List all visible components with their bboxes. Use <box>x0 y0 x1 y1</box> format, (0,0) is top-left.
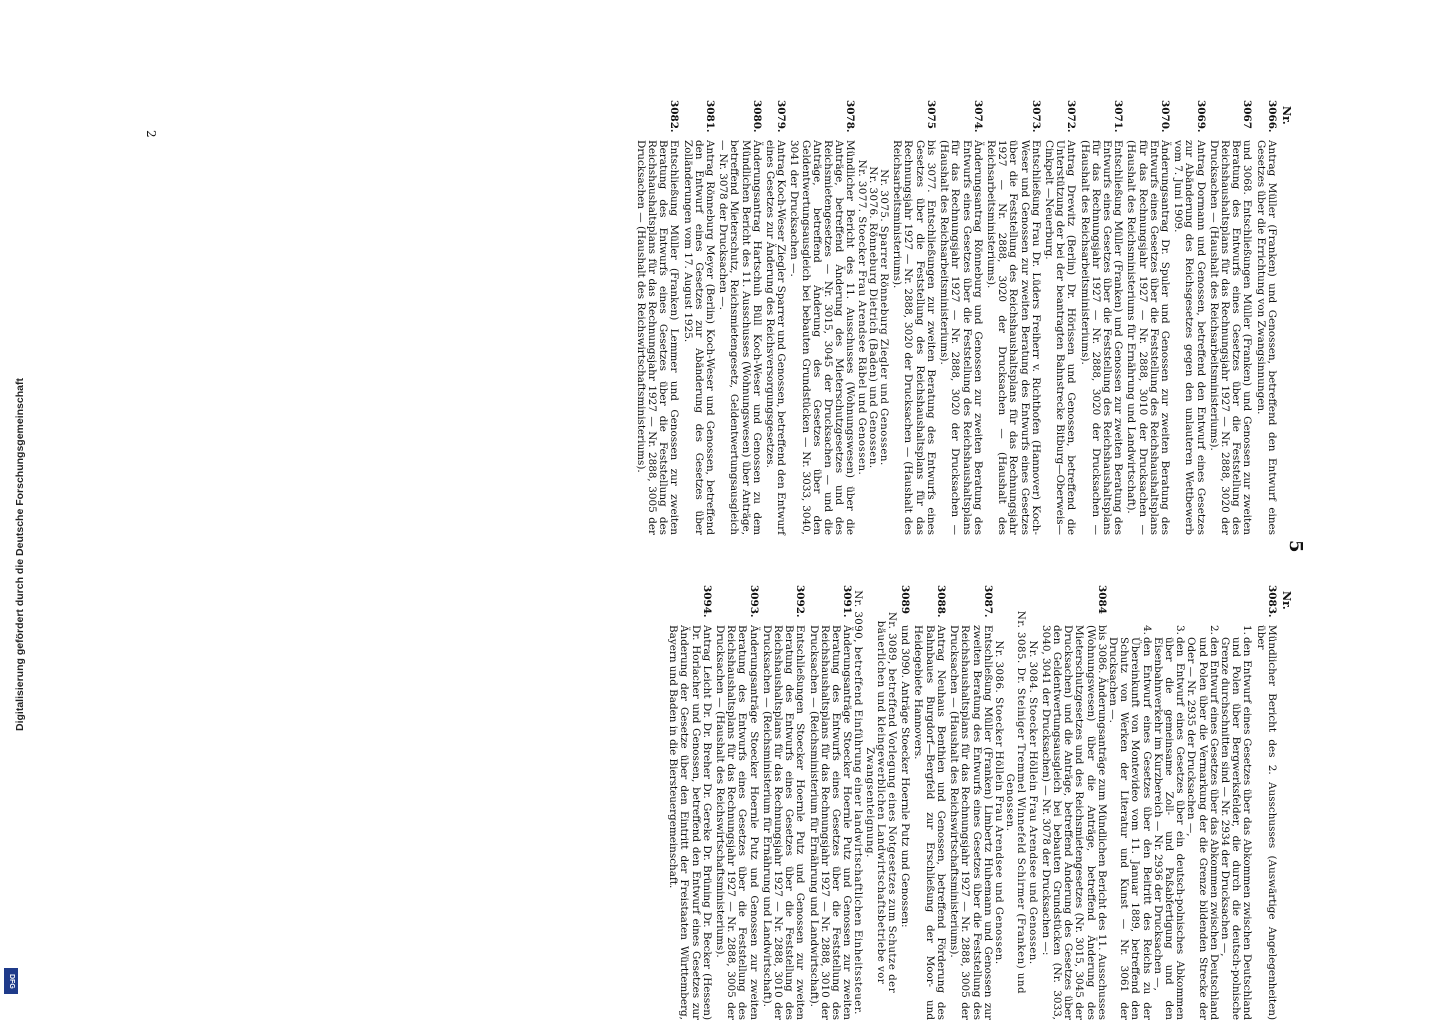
entry-text: und 3090. Anträge Stoecker Hoernle Putz und Genossen: <box>899 625 912 928</box>
entry-text: Antrag Müller (Franken) und Genossen, betreffend den Entwurf eines Gesetzes über die Errichtung von Zwangsinnungen. <box>1254 140 1278 535</box>
entry-text: Antrag Neuhaus Benthien und Genossen, betreffend Förderung des Bahnbaues Burgdorf—Bergfeld zur Erschließung der Moor- und Heidegebiete Hannovers. <box>912 625 947 1020</box>
left-column-header: Nr. <box>1280 106 1293 125</box>
entry-text: Entschließung Frau Dr. Lüders Freiherr v. Richthofen (Hannover) Koch-Weser und Genossen zur zweiten Beratung des Entwurfs eines Gesetzes über die Feststellung des Reichshaushaltsplans für das Rechnungsjahr 1927 — Nr. 2888, 3020 der Drucksachen — (Haushalt des Reichsarbeitsministeriums). <box>984 140 1042 535</box>
entry-text: Änderungsanträge Stoecker Hoernle Putz und Genossen zur zweiten Beratung des Entwurfs eines Gesetzes über die Feststellung des Reichshaushaltsplans für das Rechnungsjahr 1927 — Nr. 2888, 3010 der Drucksachen — (Reichsministerium für Ernährung und Landwirtschaft). <box>807 625 854 1020</box>
document-entry <box>985 100 1041 535</box>
document-entry <box>635 100 680 535</box>
entry-number: 3084 <box>1095 585 1108 614</box>
document-entry <box>788 100 855 535</box>
right-sub-lines <box>993 585 1038 1020</box>
entry-number: 3081. <box>704 100 717 133</box>
right-entries-3 <box>899 585 993 1020</box>
right-entries-2 <box>1040 585 1107 1020</box>
right-list <box>1107 585 1253 1020</box>
sub-line: Nr. 3075. Sparrer Rönneburg Ziegler und Genossen. <box>878 169 890 466</box>
entry-text: Antrag Koch-Weser Ziegler Sparrer und Genossen, betreffend den Entwurf eines Gesetzes zur Änderung des Reichsversorgungsgesetzes. <box>764 140 788 535</box>
entry-text: Mündlicher Bericht des 11. Ausschusses (Wohnungswesen) über die Anträge, betreffend Änderung des Mieterschutzgesetzes und des Reichsmietengesetzes — Nr. 3015, 3045 der Drucksachen — und die Anträge, betreffend Änderung des Gesetzes über den Geldentwertungsausgleich bei bebauten Grundstücken — Nr. 3033, 3040, 3041 der Drucksachen —. <box>788 140 857 535</box>
entry-number: 3089 <box>899 585 912 614</box>
right-column-header: Nr. <box>1280 591 1293 610</box>
list-item-number: 2. <box>1207 625 1220 635</box>
entry-text: Änderungsantrag Rönneburg und Genossen zur zweiten Beratung des Entwurfs eines Gesetzes über die Feststellung des Reichshaushaltsplans für das Rechnungsjahr 1927 — Nr. 2888, 3020 der Drucksachen — (Haushalt des Reichsarbeitsministeriums). <box>938 140 984 535</box>
document-entry <box>912 585 946 1020</box>
document-page <box>120 100 1306 1020</box>
entry-number: 3082. <box>668 100 681 133</box>
entry-text: Antrag Drewitz (Berlin) Dr. Hörissen und Genossen, betreffend die Unterstützung der bei der beantragten Bahnstrecke Bitburg—Oberweis—Cinkpelt —Neuerburg. <box>1042 140 1078 535</box>
document-entry <box>899 585 910 1020</box>
sub-line: Nr. 3089, betreffend Vorlegung eines Notgesetzes zum Schutze der bäuerlichen und kleingewerblichen Landwirtschaftsbetriebe vor Zwangsenteignung. <box>863 611 898 994</box>
sub-line: Nr. 3085. Dr. Steiniger Tremmel Winnefeld Schirmer (Franken) und Genossen. <box>1004 610 1027 995</box>
list-item-text: den Entwurf eines Gesetzes über das Abkommen zwischen Deutschland und Polen über die Vermarkung der die Grenze bildenden Strecke der Oder — Nr. 2935 der Drucksachen —, <box>1185 637 1220 1020</box>
list-item-number: 1. <box>1241 625 1254 635</box>
right-entries <box>1254 585 1276 1020</box>
right-entries-4 <box>667 585 852 1020</box>
entry-text: bis 3086. Änderungsanträge zum Mündlichen Bericht des 11. Ausschusses (Wohnungswesen) über die Anträge, betreffend Änderung des Mieterschutzgesetzes und des Reichsmietengesetzes (Nr. 3015, 3045 der Drucksachen) und die Anträge, betreffend Änderung des Gesetzes über den Geldentwertungsausgleich bei bebauten Grundstücken (Nr. 3033, 3040, 3041 der Drucksachen) — Nr. 3078 der Drucksachen —: <box>1039 625 1108 1020</box>
entry-text: Antrag Dormann und Genossen, betreffend den Entwurf eines Gesetzes zur Abänderung des Reichsgesetzes gegen den unlauteren Wettbewerb vom 7. Juni 1909. <box>1172 140 1207 535</box>
sub-line: Nr. 3084. Stoecker Höllein Frau Arendsee und Genossen. <box>1026 640 1038 965</box>
dfg-logo: DFG <box>4 968 18 994</box>
entry-number: 3069. <box>1194 100 1207 133</box>
entry-number: 3067 <box>1241 100 1254 129</box>
entry-text: Entschließung Müller (Franken) Limbertz Huhemann und Genossen zur zweiten Beratung des Entwurfs eines Gesetzes über die Feststellung des Reichshaushaltsplans für das Rechnungsjahr 1927 — Nr. 2888, 3005 der Drucksachen — (Haushalt des Reichswirtschaftsministeriums). <box>948 625 994 1020</box>
document-entry <box>1078 100 1123 535</box>
document-entry <box>717 100 762 535</box>
entry-text: Antrag Leicht Dr. Dr. Breher Dr. Gereke Dr. Brüning Dr. Becker (Hessen) Dr. Horlacher und Genossen, betreffend den Entwurf eines Gesetzes zur Änderung der Gesetze über den Eintritt der Freistaaten Württemberg, Bayern und Baden in die Biersteuergemeinschaft. <box>667 625 713 1020</box>
list-item <box>1219 625 1253 1020</box>
document-entry <box>714 585 759 1020</box>
sub-line: Nr. 3086. Stoecker Höllein Frau Arendsee und Genossen. <box>992 640 1004 965</box>
document-entry <box>1040 585 1107 1020</box>
document-entry <box>948 585 993 1020</box>
entry-number: 3083. <box>1265 585 1278 618</box>
entry-number: 3088. <box>934 585 947 618</box>
left-sub-lines <box>855 100 889 535</box>
entry-text: Mündlicher Bericht des 2. Ausschusses (Auswärtige Angelegenheiten) über <box>1254 625 1278 1020</box>
entry-number: 3073. <box>1029 100 1042 133</box>
document-entry <box>1172 100 1206 535</box>
entry-text: bis 3077. Entschließungen zur zweiten Beratung des Entwurfs eines Gesetzes über die Feststellung des Reichshaushaltsplans für das Rechnungsjahr 1927 — Nr. 2888, 3020 der Drucksachen — (Haushalt des Reichsarbeitsministeriums). <box>891 140 937 535</box>
list-item-text: den Entwurf eines Gesetzes über das Abkommen zwischen Deutschland und Polen über Bergwerksfelder, die durch die deutsch-polnische Grenze durchschnitten sind — Nr. 2934 der Drucksachen —, <box>1218 637 1254 1020</box>
document-entry <box>1208 100 1253 535</box>
digitization-credit: Digitalisierung gefördert durch die Deutsche Forschungsgemeinschaft <box>14 378 26 731</box>
entry-number: 3093. <box>747 585 760 618</box>
right-sub-lines-2 <box>852 585 897 1020</box>
document-entry <box>1254 585 1276 1020</box>
page-number: 5 <box>1285 540 1306 553</box>
document-entry <box>761 585 806 1020</box>
list-item-number: 3. <box>1174 625 1187 635</box>
entry-text: Antrag Rönneburg Meyer (Berlin) Koch-Weser und Genossen, betreffend den Entwurf eines Gesetzes zur Abänderung des Gesetzes über Zolländerungen vom 17. August 1925. <box>681 140 717 535</box>
entry-number: 3066. <box>1265 100 1278 133</box>
entry-number: 3087. <box>981 585 994 618</box>
sub-line: Nr. 3076. Rönneburg Dietrich (Baden) und Genossen. <box>866 166 878 469</box>
entry-text: Entschließungen Stoecker Hoernle Putz und Genossen zur zweiten Beratung des Entwurfs eines Gesetzes über die Feststellung des Reichshaushaltsplans für das Rechnungsjahr 1927 — Nr. 2888, 3010 der Drucksachen — (Reichsministerium für Ernährung und Landwirtschaft). <box>760 625 807 1020</box>
entry-number: 3080. <box>750 100 763 133</box>
entry-text: Entschließung Müller (Franken) und Genossen zur zweiten Beratung des Entwurfs eines Gesetzes über die Feststellung des Reichshaushaltsplans für das Rechnungsjahr 1927 — Nr. 2888, 3020 der Drucksachen — (Haushalt des Reichsarbeitsministeriums). <box>1078 140 1125 535</box>
left-entries-2 <box>635 100 856 535</box>
right-column <box>665 585 1292 1020</box>
list-item <box>1107 625 1152 1020</box>
sub-line: Nr. 3077. Stoecker Frau Arendsee Räbel und Genossen. <box>855 159 867 476</box>
entry-text: Entschließung Müller (Franken) Lemmer und Genossen zur zweiten Beratung des Entwurfs eines Gesetzes über die Feststellung des Reichshaushaltsplans für das Rechnungsjahr 1927 — Nr. 2888, 3005 der Drucksachen — (Haushalt des Reichswirtschaftsministeriums). <box>634 140 681 535</box>
document-entry <box>1254 100 1276 535</box>
list-item-text: den Entwurf eines Gesetzes über ein deutsch-polnisches Abkommen über die gemeinsame Zoll- und Paßabfertigung und den Eisenbahnverkehr im Kurzbereich — Nr. 2936 der Drucksachen —, <box>1151 637 1187 1020</box>
entry-number: 3094. <box>700 585 713 618</box>
document-entry <box>1043 100 1077 535</box>
entry-text: Änderungsantrag Dr. Spuler und Genossen zur zweiten Beratung des Entwurfs eines Gesetzes über die Feststellung des Reichshaushaltsplans für das Rechnungsjahr 1927 — Nr. 2888, 3010 der Drucksachen — (Haushalt des Reichsministeriums für Ernährung und Landwirtschaft). <box>1125 140 1171 535</box>
entry-number: 3072. <box>1065 100 1078 133</box>
sub-line: Nr. 3090, betreffend Einführung einer landwirtschaftlichen Einheitssteuer. <box>852 590 864 1015</box>
entry-text: Änderungsantrag Hartschuh Büll Koch-Weser und Genossen zu dem Mündlichen Bericht des 11. Ausschusses (Wohnungswesen) über Anträge, betreffend Mieterschutz, Reichsmietengesetz, Geldentwertungsausgleich — Nr. 3078 der Drucksachen —. <box>717 140 763 535</box>
document-entry <box>667 585 712 1020</box>
entry-number: 3078. <box>844 100 857 133</box>
entry-number: 3079. <box>775 100 788 133</box>
entry-number: 3074. <box>971 100 984 133</box>
entry-number: 3071. <box>1112 100 1125 133</box>
page-bottom-marker: 2 <box>144 130 158 138</box>
list-item-text: den Entwurf eines Gesetzes über den Beitritt des Reichs zu der Übereinkunft von Montevideo vom 11. Januar 1889, betreffend den Schutz von Werken der Literatur und Kunst — Nr. 3061 der Drucksachen —. <box>1106 637 1153 1020</box>
list-item <box>1152 625 1186 1020</box>
document-entry <box>891 100 936 535</box>
document-entry <box>807 585 852 1020</box>
entry-text: und 3068. Entschließungen Müller (Franken) und Genossen zur zweiten Beratung des Entwurfs eines Gesetzes über die Feststellung des Reichshaushaltsplans für das Rechnungsjahr 1927 — Nr. 2888, 3020 der Drucksachen — (Haushalt des Reichsarbeitsministeriums). <box>1207 140 1254 535</box>
left-entries <box>891 100 1277 535</box>
document-entry <box>764 100 786 535</box>
list-item <box>1185 625 1219 1020</box>
entry-number: 3092. <box>794 585 807 618</box>
entry-number: 3075 <box>924 100 937 129</box>
document-entry <box>938 100 983 535</box>
entry-text: Änderungsanträge Stoecker Hoernle Putz und Genossen zur zweiten Beratung des Entwurfs eines Gesetzes über die Feststellung des Reichshaushaltsplans für das Rechnungsjahr 1927 — Nr. 2888, 3005 der Drucksachen — (Haushalt des Reichswirtschaftsministeriums). <box>714 625 760 1020</box>
entry-number: 3091. <box>841 585 854 618</box>
document-entry <box>681 100 715 535</box>
list-item-number: 4. <box>1140 625 1153 635</box>
entry-number: 3070. <box>1158 100 1171 133</box>
document-entry <box>1125 100 1170 535</box>
left-column <box>633 100 1292 535</box>
